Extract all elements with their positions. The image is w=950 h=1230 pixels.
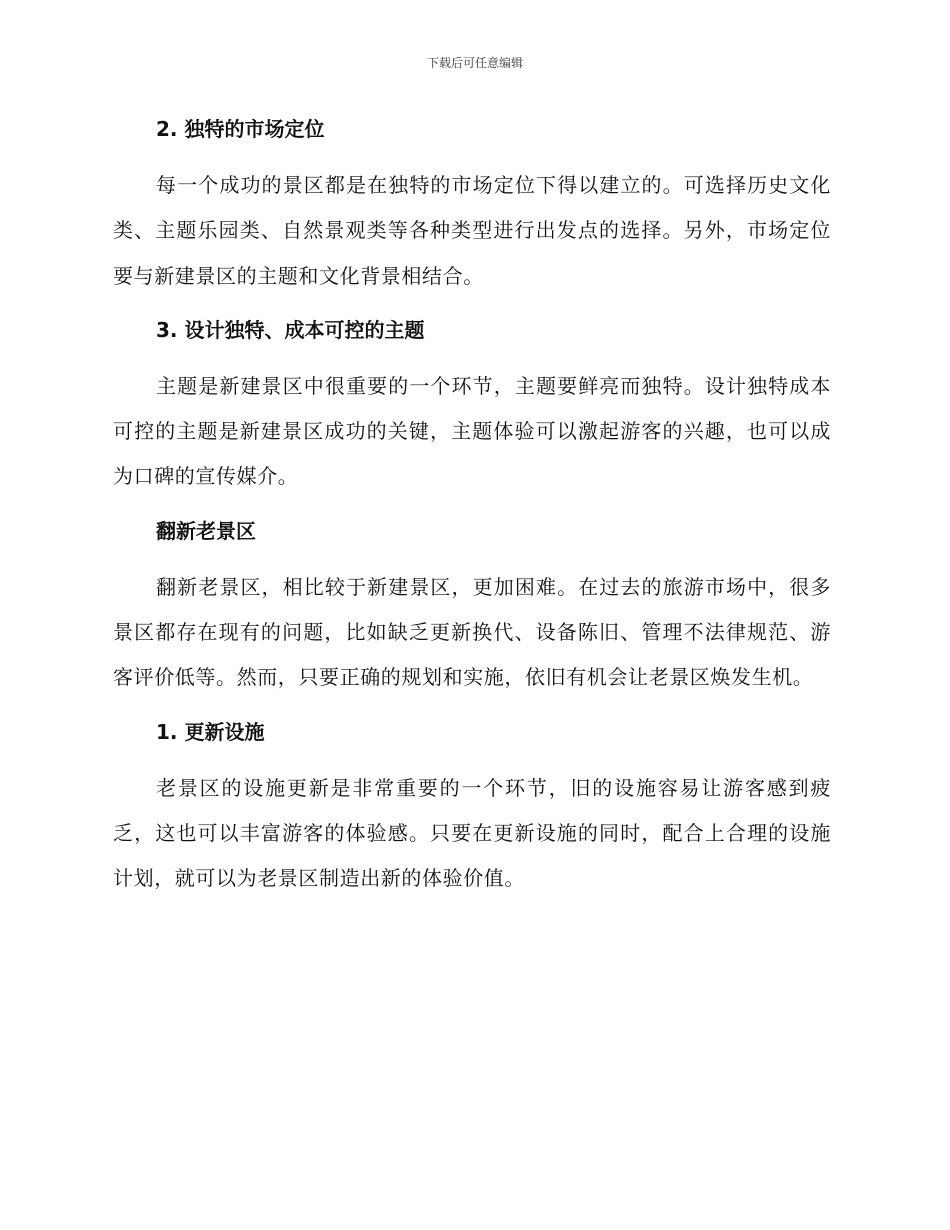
section-heading-market-positioning: 2. 独特的市场定位 [156, 117, 325, 141]
section-heading-renovate-old-scenic-area: 翻新老景区 [156, 518, 256, 543]
section-paragraph-market-positioning: 每一个成功的景区都是在独特的市场定位下得以建立的。可选择历史文化类、主题乐园类、自然景观类等各种类型进行出发点的选择。另外，市场定位要与新建景区的主题和文化背景相结合。 [113, 173, 831, 288]
section-paragraph-theme-design: 主题是新建景区中很重要的一个环节，主题要鲜亮而独特。设计独特成本可控的主题是新建景区成功的关键，主题体验可以激起游客的兴趣，也可以成为口碑的宣传媒介。 [113, 373, 831, 489]
section-paragraph-renovate-old-scenic-area: 翻新老景区，相比较于新建景区，更加困难。在过去的旅游市场中，很多景区都存在现有的问题，比如缺乏更新换代、设备陈旧、管理不法律规范、游客评价低等。然而，只要正确的规划和实施，依旧有机会让老景区焕发生机。 [113, 574, 831, 690]
section-paragraph-update-facilities: 老景区的设施更新是非常重要的一个环节，旧的设施容易让游客感到疲乏，这也可以丰富游客的体验感。只要在更新设施的同时，配合上合理的设施计划，就可以为老景区制造出新的体验价值。 [113, 775, 831, 891]
document-body [113, 112, 831, 902]
section-heading-theme-design: 3. 设计独特、成本可控的主题 [156, 317, 425, 342]
section-heading-update-facilities: 1. 更新设施 [156, 719, 265, 744]
header-note: 下载后可任意编辑 [426, 56, 523, 70]
